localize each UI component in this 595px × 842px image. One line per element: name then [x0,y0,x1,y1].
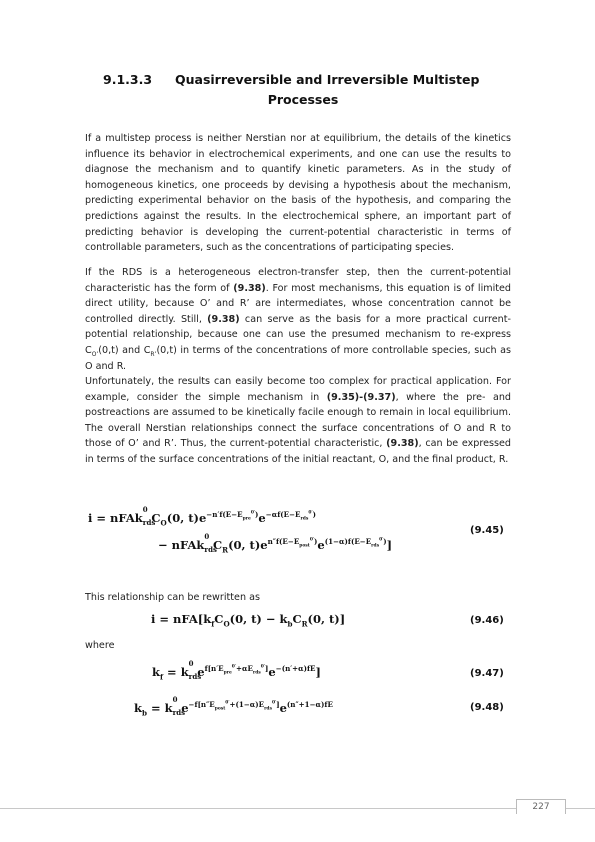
footer-divider [0,808,595,809]
equation-reference: (9.38) [233,282,266,294]
equation-number: (9.46) [470,615,504,626]
equation-9-48: $k_b = k$ 0 rds $e^{-f[n''E_{post}^{0'}+(1-\alpha)E_{rds}^{0'}]}e^{(n''+1-\alpha)fE}$ [134,695,333,718]
equation-reference: (9.35)-(9.37) [326,391,396,403]
section-title-line1: Quasirreversible and Irreversible Multistep [175,72,480,87]
paragraph-2: If the RDS is a heterogeneous electron-transfer step, then the current-potential characteristic has the form of (9.38). For most mechanisms, this equation is of limited direct utility, because O’ and R’ are intermediates, whose concentration cannot be controlled directly. Still, (9.38) can serve as the basis for a more practical current-potential relationship, because one can use the presumed mechanism to re-express $C_{O’}(0,t)$ and $C_{R’}(0,t)$ in terms of the concentrations of more controllable species, such as O and R. [85,267,512,372]
section-title-line2: Processes [267,92,339,107]
equation-9-46: $i = nFA[k_fC_O(0$, $t) - k_bC_R(0$, t)] [151,612,346,629]
section-number: 9.1.3.3 [103,72,153,87]
paragraph-rewrite: This relationship can be rewritten as [85,592,260,603]
paragraph-1: If a multistep process is neither Nerstian nor at equilibrium, the details of the kinetics influence its behavior in electrochemical experiments, and one can use the results to diagnose the mechanism and to quantify kinetic parameters. As in the study of homogeneous kinetics, one proceeds by devising a hypothesis about the mechanism, predicting experimental behavior on the basis of the hypothesis, and comparing the predictions against the results. In the electrochemical sphere, an important part of predicting behavior is developing the current-potential characteristic in terms of controllable parameters, such as the concentrations of participating species. [85,133,511,254]
equation-9-45-line1: i = nFAk 0 rds $C_O(0$, $t)e^{-n'f(E-E_{pre}^{0'})}e^{-\alpha f(E-E_{rds}^{0'})}$ [88,505,316,528]
equation-reference: (9.38) [386,438,419,450]
equation-number: (9.45) [470,525,504,536]
equation-9-47: $k_f = k$ 0 rds $e^{f[n'E_{pre}^{0'}+\alpha E_{rds}^{0'}]}e^{-(n'+\alpha)fE}$] [152,659,321,682]
equation-number: (9.47) [470,668,504,679]
equation-number: (9.48) [470,702,504,713]
page-number: 227 [516,799,566,814]
paragraph-3: Unfortunately, the results can easily become too complex for practical application. For example, consider the simple mechanism in (9.35)-(9.37), where the pre- and postreactions are assumed to be kinetically facile enough to remain in local equilibrium. The overall Nerstian relationships connect the surface concentrations of O and R to those of O’ and R’. Thus, the current-potential characteristic, (9.38), can be expressed in terms of the surface concentrations of the initial reactant, O, and the final product, R. [85,376,511,465]
equation-reference: (9.38) [207,313,240,325]
paragraph-where: where [85,640,115,651]
equation-9-45-line2: − nFAk 0 rds $C_R(0$, $t)e^{n''f(E-E_{post}^{0'})}e^{(1-\alpha)f(E-E_{rds}^{0'})}$] [158,532,393,555]
